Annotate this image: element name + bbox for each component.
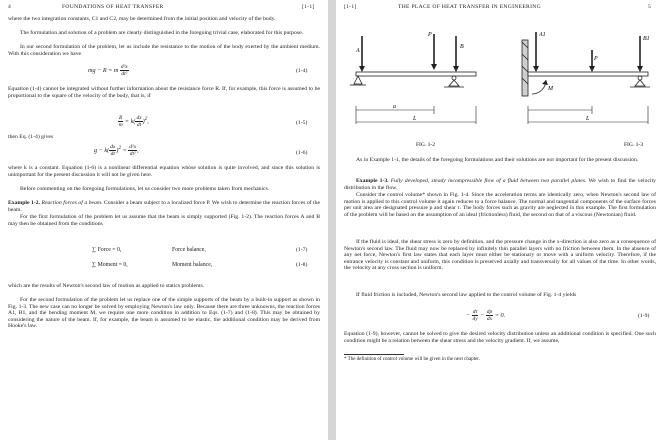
paragraph: As in Example 1-1, the details of the foregoing formulations and their solutions are not important for the present discussion. [356,157,639,163]
fig2-label-a: a [393,104,396,110]
equation-number: (1-9) [638,313,650,319]
fig3-label-B1: B1 [643,36,650,42]
fig2-label-A: A [356,48,360,54]
paragraph: In our second formulation of the problem, let us include the resistance to the motion of the body exerted by the ambient medium. With this consideration we have [8,44,320,57]
equation-number: (1-6) [296,150,308,156]
paragraph: Consider the control volume* shown in Fig. 1-4. Since the acceleration terms are identically zero, when Newton's second law of motion is applied to this control volume it again reduces to a force balance. The normal and tangential components of the surface forces per unit area are designated pressure p and shear τ. The body forces such as gravity are neglected in this example. The first formulation of the problem will be based on the assumption of an ideal (frictionless) fluid, the second on that of a viscous (Newtonian) fluid. [344,192,656,218]
left-page [0,0,328,440]
equation-1-6: g − k( $\frac{dx}{dt}$ )$^2$ = $\frac{\text{d²x}}{\text{dt²}}$ , [94,144,139,157]
fig2-label-B: B [460,44,464,50]
paragraph: The formulation and solution of a problem are clearly distinguished in the foregoing trivial case, elaborated for this purpose. [20,30,304,36]
example-1-3: Example 1-3. Fully developed, steady incompressible flow of a fluid between two parallel plates. We wish to find the velocity distribution in the flow. [344,178,656,191]
moment-balance-label: Moment balance, [172,262,213,268]
paragraph: where the two integration constants, C1 and C2, may be determined from the initial position and velocity of the body. [8,16,276,22]
paragraph: For the second formulation of the problem let us replace one of the simple supports of the beam by a built-in support as shown in Fig. 1-3. The new case can no longer be solved by employing Newton's law only. Because there are three unknowns, the reaction forces A1, B1, and the bending moment M, we require one more condition in addition to Eqs. (1-7) and (1-8). This may be obtained by considering the nature of the beam. If, for example, the beam is assumed to be elastic, the additional condition may be derived from Hooke's law. [8,297,320,330]
paragraph: If the fluid is ideal, the shear stress is zero by definition, and the pressure change in the x-direction is also zero as a consequence of Newton's second law. The fluid may now be replaced by infinitely thin parallel layers with no friction between them. In the absence of any net force, Newton's first law states that each layer must either be stationary or move with a uniform velocity. Therefore, if the entrance velocity is constant and uniform, this condition is preserved axially and transversally for all values of the time. In other words, the velocity at any cross section is uniform. [344,239,656,272]
equation-1-4: mg − R = m $\frac{\text{d²x}}{\text{dt²}}$ [88,64,128,77]
fig3-caption: FIG. 1-3 [624,142,643,148]
right-page [336,0,665,440]
page-gutter [328,0,336,440]
figures [336,12,665,162]
equation-number: (1-7) [296,247,308,253]
paragraph: which are the results of Newton's second law of motion as applied to statics problems. [8,283,205,289]
figure-1-2 [350,34,476,124]
force-balance-label: Force balance, [172,247,206,253]
equation-1-5: $\frac{R}{m}$ = k( $\frac{dx}{dt}$ )$^2$, [118,115,149,128]
fig3-label-M: M [548,86,553,92]
section-number: [1-1] [302,4,315,10]
running-head: THE PLACE OF HEAT TRANSFER IN ENGINEERING [398,4,541,10]
equation-1-9: − $\frac{d\tau}{dy}$ − $\frac{dp}{dx}$ = 0. [466,309,506,322]
paragraph: If fluid friction is included, Newton's second law applied to the control volume of Fig. 1-4 yields [356,292,577,298]
force-sum: ∑ Force = 0, [92,247,122,253]
page-number: 5 [648,4,652,10]
equation-number: (1-4) [296,68,308,74]
fig2-caption: FIG. 1-2 [416,142,435,148]
fig3-label-A1: A1 [539,32,546,38]
fig3-label-P: P [594,56,598,62]
example-1-2: Example 1-2. Reaction forces of a beam. Consider a beam subject to a localized force P. We wish to determine the reaction forces of the beam. [8,200,321,213]
paragraph: where k is a constant. Equation (1-6) is a nonlinear differential equation whose solution is quite involved, and since this solution is unimportant for the present discussion it will not be given here. [8,165,320,178]
page-number: 4 [8,4,12,10]
paragraph: Before commenting on the foregoing formulations, let us consider two more problems taken from mechanics. [20,186,270,192]
paragraph: then Eq. (1-4) gives [8,134,54,140]
fig3-label-L: L [586,116,590,122]
footnote: * The definition of control volume will be given in the next chapter. [344,357,480,362]
equation-number: (1-5) [296,120,308,126]
section-number: [1-1] [344,4,357,10]
equation-number: (1-8) [296,262,308,268]
fig2-label-L: L [413,116,417,122]
fig2-label-P: P [428,32,432,38]
paragraph: Equation (1-9), however, cannot be solved to give the desired velocity distribution unless an additional condition is specified. One such condition might be a relation between the shear stress and the velocity gradient. If, we assume, [344,331,656,344]
paragraph: For the first formulation of the problem let us assume that the beam is simply supported (Fig. 1-2). The reaction forces A and B may then be obtained from the conditions [8,214,320,227]
figure-1-3 [522,32,650,124]
footnote-rule [344,354,404,355]
paragraph: Equation (1-4) cannot be integrated without further information about the resistance force R. If, for example, this force is assumed to be proportional to the square of the velocity of the body, that is, if [8,86,320,99]
running-head: FOUNDATIONS OF HEAT TRANSFER [62,4,164,10]
moment-sum: ∑ Moment = 0, [92,262,128,268]
